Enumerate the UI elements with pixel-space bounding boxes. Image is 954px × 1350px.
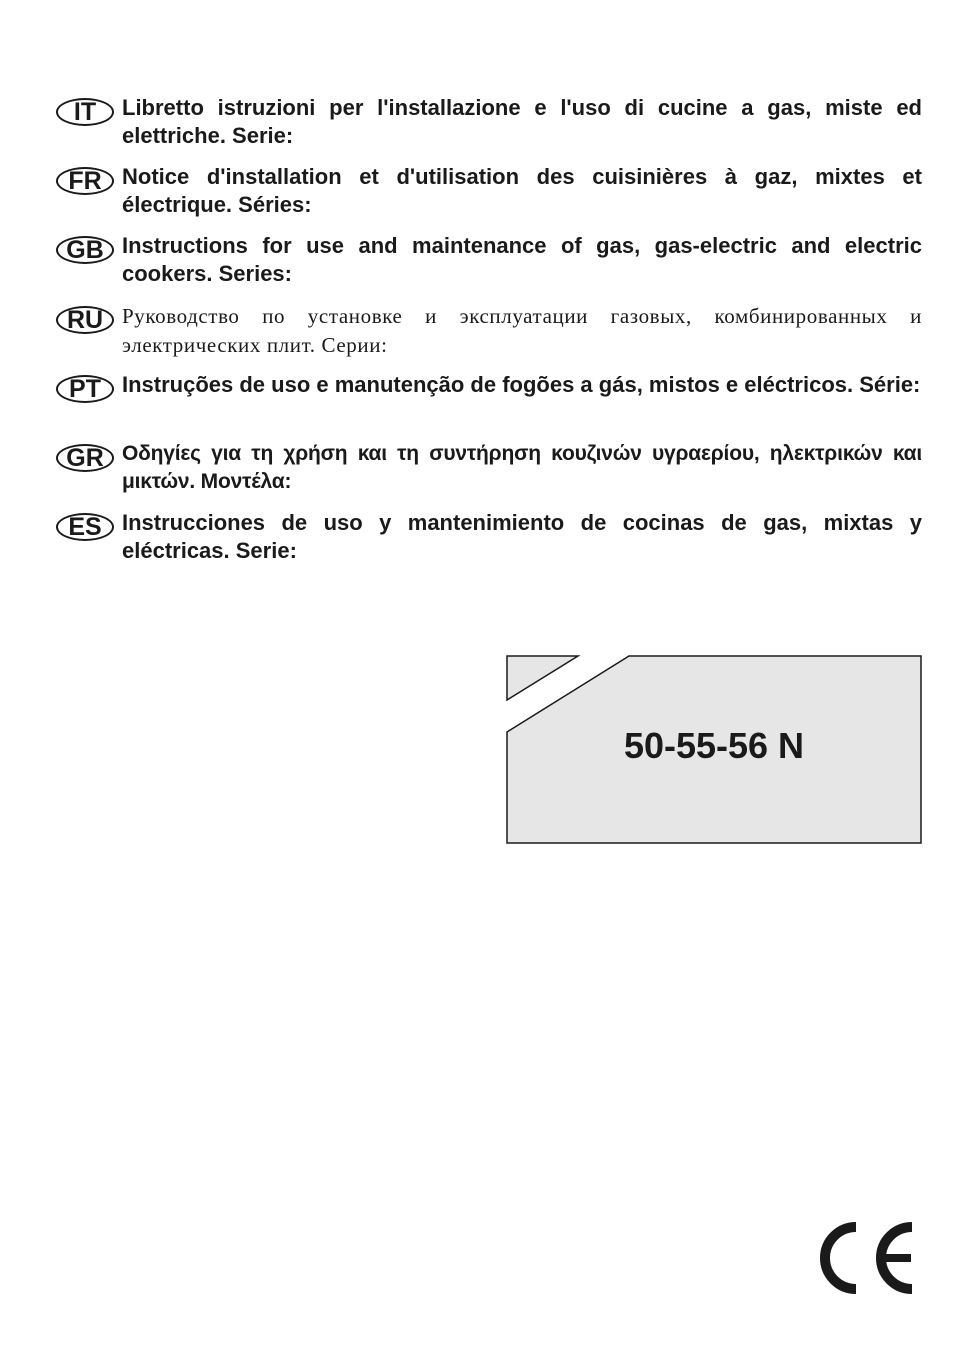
language-badge-es: ES <box>56 513 114 541</box>
language-title-ru: Руководство по установке и эксплуатации газовых, комбинированных и электрических плит. Серии: <box>122 304 922 357</box>
series-code: 50-55-56 N <box>623 725 805 766</box>
language-title-pt: Instruções de uso e manutenção de fogões a gás, mistos e eléctricos. Série: <box>122 372 921 397</box>
language-row-gr <box>56 440 922 504</box>
language-title-fr: Notice d'installation et d'utilisation des cuisinières à gaz, mixtes et électrique. Séries: <box>122 164 922 217</box>
language-title-it: Libretto istruzioni per l'installazione e l'uso di cucine a gas, miste ed elettriche. Serie: <box>122 95 922 148</box>
language-row-fr <box>56 163 922 227</box>
language-badge-ru: RU <box>56 306 114 334</box>
language-row-pt <box>56 371 922 435</box>
language-badge-fr: FR <box>56 167 114 195</box>
language-badge-gr: GR <box>56 444 114 472</box>
language-row-it <box>56 94 922 158</box>
language-title-gb: Instructions for use and maintenance of gas, gas-electric and electric cookers. Series: <box>122 233 922 286</box>
language-row-es <box>56 509 922 573</box>
series-box-corner-flap <box>507 656 578 700</box>
language-title-es: Instrucciones de uso y mantenimiento de cocinas de gas, mixtas y eléctricas. Serie: <box>122 510 922 563</box>
language-badge-gb: GB <box>56 236 114 264</box>
ce-mark-icon <box>814 1220 916 1296</box>
language-badge-it: IT <box>56 98 114 126</box>
language-badge-pt: PT <box>56 375 114 403</box>
language-row-gb <box>56 232 922 296</box>
language-row-ru <box>56 302 922 366</box>
language-title-gr: Οδηγίες για τη χρήση και τη συντήρηση κουζινών υγραερίου, ηλεκτρικών και μικτών. Μοντέλα: <box>122 442 922 493</box>
